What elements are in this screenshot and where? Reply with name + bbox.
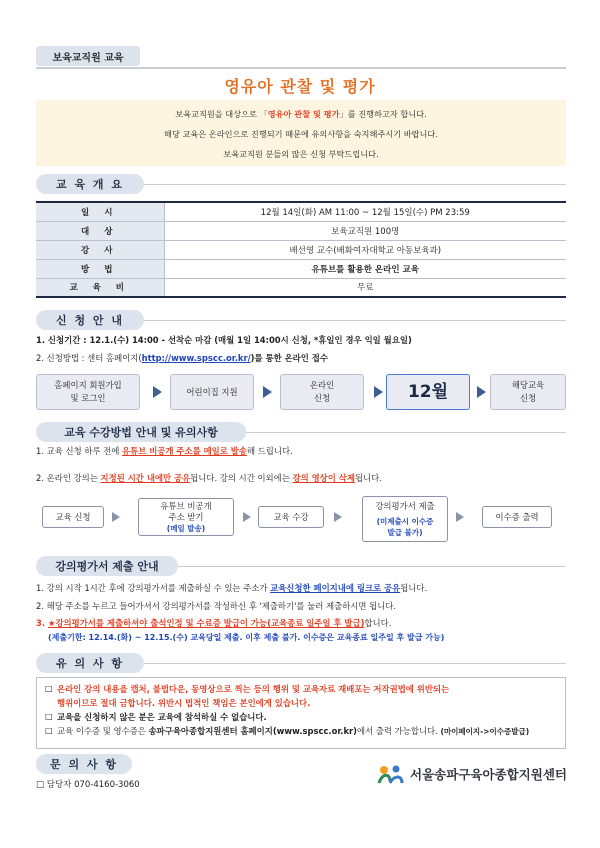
flow-step-certificate: 이수증 출력	[482, 506, 552, 528]
row-value: 유튜브를 활용한 온라인 교육	[164, 259, 566, 278]
table-row	[36, 259, 566, 278]
square-bullet-icon: □	[45, 726, 53, 735]
row-key: 일 시	[36, 202, 164, 221]
divider	[36, 67, 566, 69]
divider	[144, 184, 566, 185]
list-item: □ 교육 이수증 및 영수증은 송파구육아종합지원센터 홈페이지(www.spscc.or.kr)에서 출력 가능합니다. (마이페이지->이수증발급)	[45, 724, 557, 739]
flow-step-daycare: 어린이집 지원	[170, 374, 254, 410]
square-bullet-icon: □	[45, 712, 53, 721]
row-key: 교 육 비	[36, 278, 164, 297]
arrow-right-icon	[334, 512, 342, 522]
row-value: 무료	[164, 278, 566, 297]
evaluation-deadline: (제출기한: 12.14.(화) ~ 12.15.(수) 교육당일 제출. 이후 제출 불가. 이수증은 교육종료 일주일 후 발급 가능)	[48, 633, 445, 642]
notes-box	[36, 677, 566, 749]
table-row	[36, 240, 566, 259]
arrow-right-icon	[112, 512, 120, 522]
flow-step-youtube: 유튜브 비공개 주소 받기 (메일 발송)	[138, 498, 234, 536]
divider	[178, 566, 566, 567]
row-key: 대 상	[36, 221, 164, 240]
arrow-right-icon	[263, 386, 272, 398]
homepage-link[interactable]: http://www.spscc.or.kr/	[141, 353, 251, 363]
apply-period: 1. 신청기간 : 12.1.(수) 14:00 - 선착순 마감 (매월 1일 14:00시 신청, *휴일인 경우 익일 월요일)	[36, 335, 412, 345]
contact-line: □ 담당자 070-4160-3060	[36, 780, 140, 790]
section-heading-evaluation: 강의평가서 제출 안내	[36, 556, 178, 576]
logo-mark-icon	[376, 763, 404, 785]
flow-step-course: 해당교육 신청	[490, 374, 566, 410]
section-heading-method: 교육 수강방법 안내 및 유의사항	[36, 422, 246, 442]
evaluation-line-3: 3. ★강의평가서를 제출하셔야 출석인정 및 수료증 발급이 가능(교육종료 일주일 후 발급)합니다.	[36, 618, 392, 628]
table-row	[36, 221, 566, 240]
page-title: 영유아 관찰 및 평가	[224, 77, 376, 96]
flow-step-online: 온라인 신청	[280, 374, 364, 410]
evaluation-line-1: 1. 강의 시작 1시간 후에 강의평가서를 제출하실 수 있는 주소가 교육신청한 페이지내에 링크로 공유됩니다.	[36, 583, 428, 593]
row-value: 배선영 교수(배화여자대학교 아동보육과)	[164, 240, 566, 259]
section-heading-notes: 유 의 사 항	[36, 653, 144, 673]
arrow-right-icon	[456, 512, 464, 522]
section-heading-apply: 신 청 안 내	[36, 310, 144, 330]
divider	[144, 320, 566, 321]
section-heading-contact: 문 의 사 항	[36, 754, 132, 774]
row-value: 보육교직원 100명	[164, 221, 566, 240]
flow-step-evaluation: 강의평가서 제출 (미제출시 이수증 발급 불가)	[362, 496, 448, 542]
divider	[144, 663, 566, 664]
arrow-right-icon	[153, 386, 162, 398]
evaluation-line-2: 2. 해당 주소를 누르고 들어가셔서 강의평가서를 작성하신 후 '제출하기'를 눌러 제출하시면 됩니다.	[36, 601, 397, 611]
divider	[246, 432, 566, 433]
method-line-2: 2. 온라인 강의는 지정된 시간 내에만 공유됩니다. 강의 시간 이외에는 강의 영상이 삭제됩니다.	[36, 473, 382, 483]
intro-line-1: 보육교직원을 대상으로 「영유아 관찰 및 평가」를 진행하고자 합니다.	[175, 109, 427, 119]
row-key: 방 법	[36, 259, 164, 278]
center-name: 서울송파구육아종합지원센터	[410, 767, 567, 782]
flow-step-study: 교육 수강	[258, 506, 324, 528]
arrow-right-icon	[374, 386, 383, 398]
category-tab: 보육교직원 교육	[36, 46, 140, 66]
apply-method: 2. 신청방법 : 센터 홈페이지(http://www.spscc.or.kr/)를 통한 온라인 접수	[36, 353, 328, 363]
row-value: 12월 14일(화) AM 11:00 ~ 12월 15일(수) PM 23:59	[164, 202, 566, 221]
section-heading-overview: 교 육 개 요	[36, 174, 144, 194]
center-logo	[376, 763, 567, 785]
intro-line-3: 보육교직원 분들의 많은 신청 부탁드립니다.	[223, 149, 379, 159]
overview-table	[36, 201, 566, 298]
arrow-right-icon	[477, 386, 486, 398]
table-row	[36, 278, 566, 297]
row-key: 강 사	[36, 240, 164, 259]
intro-line-2: 해당 교육은 온라인으로 진행되기 때문에 유의사항을 숙지해주시기 바랍니다.	[164, 129, 438, 139]
arrow-right-icon	[243, 512, 251, 522]
square-bullet-icon: □	[36, 780, 47, 790]
list-item: □ 온라인 강의 내용을 캡처, 불법다운, 동영상으로 찍는 등의 행위 및 교육자료 재배포는 저작권법에 위반되는 행위이므로 절대 금합니다. 위반시 법적인 책임은 본인에게 있습니다.	[45, 684, 450, 708]
flow-step-login: 홈페이지 회원가입 및 로그인	[36, 374, 140, 410]
intro-box	[36, 100, 566, 166]
list-item: □ 교육을 신청하지 않은 분은 교육에 참석하실 수 없습니다.	[45, 712, 267, 722]
table-row	[36, 202, 566, 221]
flow-step-apply: 교육 신청	[42, 506, 104, 528]
method-line-1: 1. 교육 신청 하루 전에 유튜브 비공개 주소를 메일로 발송해 드립니다.	[36, 446, 293, 456]
square-bullet-icon: □	[45, 684, 53, 693]
flow-step-month: 12월	[386, 374, 470, 410]
